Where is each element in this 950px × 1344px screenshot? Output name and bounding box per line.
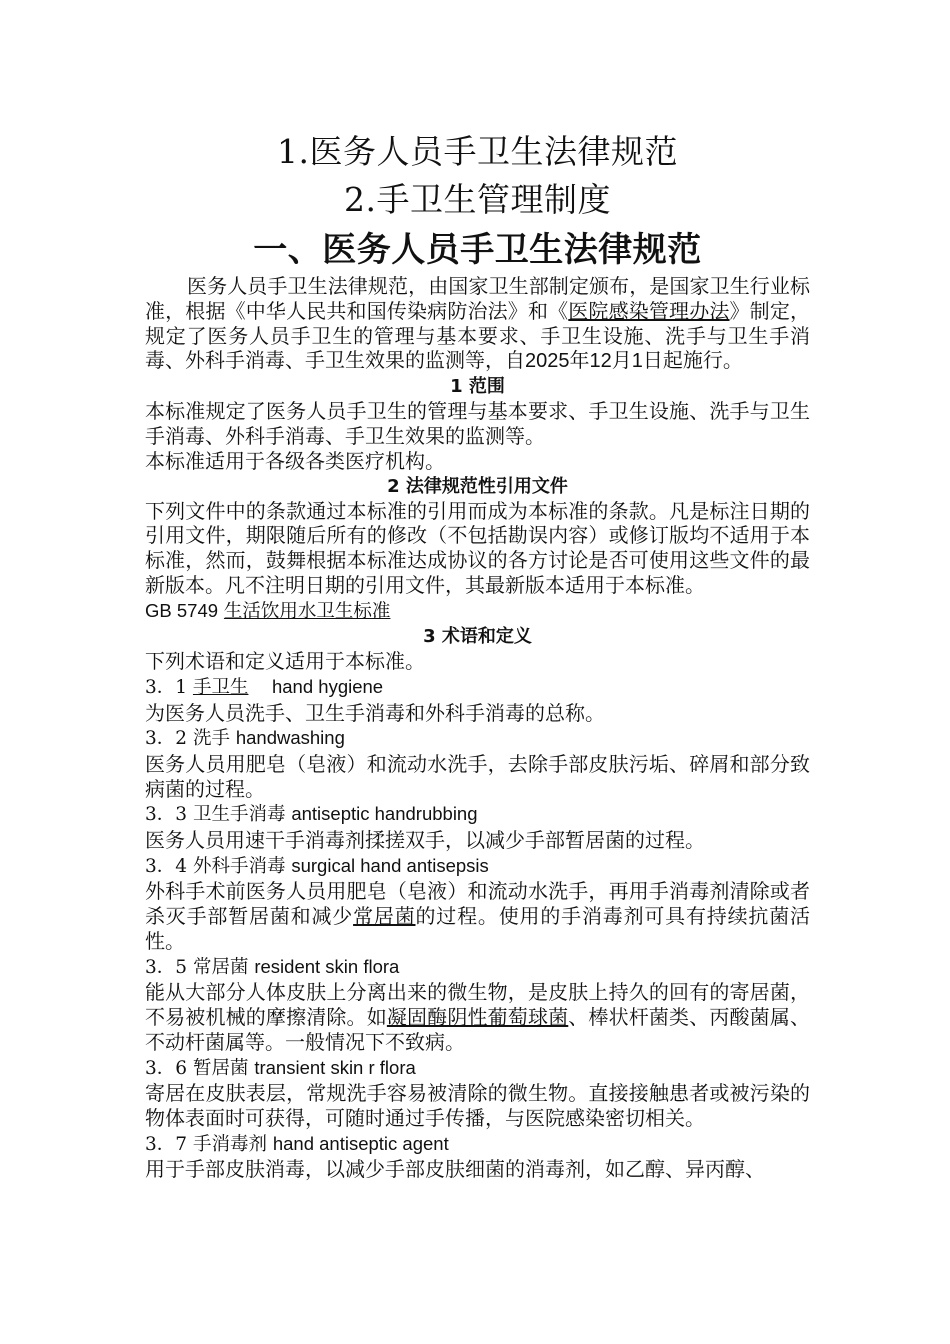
section-3-intro: 下列术语和定义适用于本标准。 (145, 649, 425, 674)
reference-line: GB 5749 生活饮用水卫生标准 (145, 599, 391, 622)
title-1: 1.医务人员手卫生法律规范 (277, 132, 678, 171)
term-3-6-definition: 寄居在皮肤表层，常规洗手容易被清除的微生物。直接接触患者或被污染的物体表面时可获得，可随时通过手传播，与医院感染密切相关。 (145, 1081, 810, 1130)
term-3-7-definition: 用于手部皮肤消毒，以减少手部皮肤细菌的消毒剂，如乙醇、异丙醇、 (145, 1157, 765, 1182)
term-3-1-link[interactable]: 手卫生 (192, 677, 249, 699)
term-3-1-definition: 为医务人员洗手、卫生手消毒和外科手消毒的总称。 (145, 700, 605, 725)
title-2: 2.手卫生管理制度 (344, 180, 611, 219)
term-3-7: 3．7 手消毒剂 hand antiseptic agent (145, 1132, 449, 1155)
section-2-heading: 2 法律规范性引用文件 (387, 475, 568, 497)
term-3-1: 3．1 手卫生 hand hygiene (145, 676, 384, 699)
term-3-5: 3．5 常居菌 resident skin flora (145, 955, 400, 978)
staphylococcus-link[interactable]: 凝固酶阴性葡萄球菌 (386, 1004, 569, 1029)
term-3-2: 3．2 洗手 handwashing (145, 727, 345, 750)
term-3-2-definition: 医务人员用肥皂（皂液）和流动水洗手，去除手部皮肤污垢、碎屑和部分致病菌的过程。 (145, 751, 810, 801)
law-link[interactable]: 医院感染管理办法 (568, 298, 730, 323)
term-3-4-definition: 外科手术前医务人员用肥皂（皂液）和流动水洗手，再用手消毒剂清除或者杀灭手部暂居菌和减少常居菌的过程。使用的手消毒剂可具有持续抗菌活性。 (145, 879, 811, 953)
term-3-6: 3．6 暂居菌 transient skin r flora (145, 1056, 416, 1079)
section-1-heading: 1 范围 (450, 376, 505, 398)
document-content (145, 128, 810, 1182)
resident-flora-link[interactable]: 常居菌 (353, 904, 416, 929)
term-3-3-definition: 医务人员用速干手消毒剂揉搓双手，以减少手部暂居菌的过程。 (145, 827, 705, 852)
section-1-paragraph-2: 本标准适用于各级各类医疗机构。 (145, 448, 445, 473)
intro-paragraph: 医务人员手卫生法律规范，由国家卫生部制定颁布，是国家卫生行业标准，根据《中华人民共和国传染病防治法》和《医院感染管理办法》制定，规定了医务人员手卫生的管理与基本要求、手卫生设施、洗手与卫生手消毒、外科手消毒、手卫生效果的监测等，自2025年12月1日起施行。 (145, 274, 810, 373)
section-1-paragraph-1: 本标准规定了医务人员手卫生的管理与基本要求、手卫生设施、洗手与卫生手消毒、外科手消毒、手卫生效果的监测等。 (145, 399, 810, 448)
reference-link[interactable]: 生活饮用水卫生标准 (223, 600, 391, 622)
title-3: 一、医务人员手卫生法律规范 (253, 230, 702, 270)
section-2-paragraph: 下列文件中的条款通过本标准的引用而成为本标准的条款。凡是标注日期的引用文件，期限随后所有的修改（不包括勘误内容）或修订版均不适用于本标准，然而，鼓舞根据本标准达成协议的各方讨论是否可使用这些文件的最新版本。凡不注明日期的引用文件，其最新版本适用于本标准。 (145, 498, 810, 597)
term-3-4: 3．4 外科手消毒 surgical hand antisepsis (145, 854, 489, 877)
section-3-heading: 3 术语和定义 (423, 626, 532, 648)
term-3-3: 3．3 卫生手消毒 antiseptic handrubbing (145, 803, 478, 826)
term-3-5-definition: 能从大部分人体皮肤上分离出来的微生物，是皮肤上持久的回有的寄居菌，不易被机械的摩擦清除。如凝固酶阴性葡萄球菌、棒状杆菌类、丙酸菌属、不动杆菌属等。一般情况下不致病。 (145, 980, 810, 1054)
